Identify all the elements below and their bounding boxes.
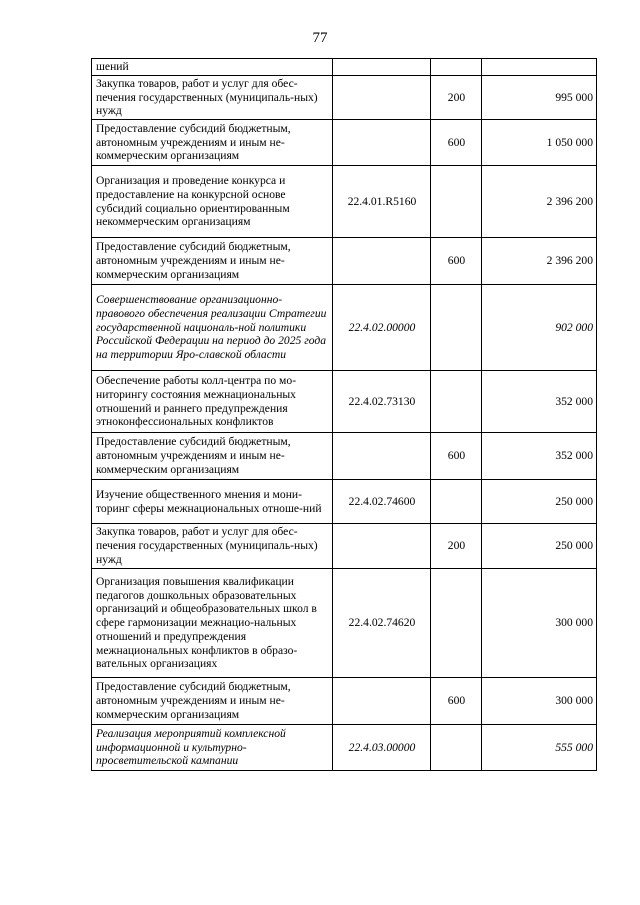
row-code-cell <box>333 524 431 569</box>
row-amount-cell: 902 000 <box>482 285 597 371</box>
row-amount-cell: 2 396 200 <box>482 238 597 285</box>
row-name-cell: Закупка товаров, работ и услуг для обес-печения государственных (муниципаль-ных) нужд <box>92 76 333 120</box>
row-amount-cell: 2 396 200 <box>482 166 597 238</box>
row-expense-type-cell <box>431 371 482 433</box>
row-expense-type-cell: 600 <box>431 678 482 725</box>
row-name-cell: шений <box>92 59 333 76</box>
table-row <box>92 371 597 433</box>
row-name-cell: Обеспечение работы колл-центра по мо-ниторингу состояния межнациональных отношений и раннего предупреждения этноконфессиональных конфликтов <box>92 371 333 433</box>
table-row <box>92 433 597 480</box>
row-code-cell <box>333 76 431 120</box>
table-row <box>92 678 597 725</box>
row-expense-type-cell: 200 <box>431 76 482 120</box>
row-amount-cell: 250 000 <box>482 524 597 569</box>
row-expense-type-cell: 600 <box>431 433 482 480</box>
row-amount-cell: 995 000 <box>482 76 597 120</box>
row-name-cell: Совершенствование организационно-правового обеспечения реализации Стратегии государственной националь-ной политики Российской Федерации на период до 2025 года на территории Яро-славской области <box>92 285 333 371</box>
row-code-cell: 22.4.02.00000 <box>333 285 431 371</box>
row-name-cell: Предоставление субсидий бюджетным, автономным учреждениям и иным не-коммерческим организациям <box>92 120 333 166</box>
row-name-cell: Предоставление субсидий бюджетным, автономным учреждениям и иным не-коммерческим организациям <box>92 678 333 725</box>
row-code-cell: 22.4.02.74600 <box>333 480 431 524</box>
row-code-cell: 22.4.03.00000 <box>333 725 431 771</box>
budget-table <box>91 58 597 771</box>
row-amount-cell <box>482 59 597 76</box>
row-name-cell: Изучение общественного мнения и мони-торинг сферы межнациональных отноше-ний <box>92 480 333 524</box>
row-expense-type-cell <box>431 166 482 238</box>
table-row <box>92 76 597 120</box>
table-row <box>92 166 597 238</box>
row-code-cell: 22.4.02.74620 <box>333 569 431 678</box>
row-expense-type-cell <box>431 569 482 678</box>
row-code-cell: 22.4.01.R5160 <box>333 166 431 238</box>
row-amount-cell: 352 000 <box>482 371 597 433</box>
row-code-cell <box>333 120 431 166</box>
row-amount-cell: 300 000 <box>482 569 597 678</box>
row-name-cell: Предоставление субсидий бюджетным, автономным учреждениям и иным не-коммерческим организациям <box>92 433 333 480</box>
table-row <box>92 569 597 678</box>
row-expense-type-cell: 200 <box>431 524 482 569</box>
table-row <box>92 59 597 76</box>
row-name-cell: Предоставление субсидий бюджетным, автономным учреждениям и иным не-коммерческим организациям <box>92 238 333 285</box>
budget-table-body <box>92 59 597 771</box>
table-row <box>92 480 597 524</box>
row-name-cell: Реализация мероприятий комплексной информационной и культурно-просветительской кампании <box>92 725 333 771</box>
row-amount-cell: 250 000 <box>482 480 597 524</box>
row-expense-type-cell <box>431 725 482 771</box>
row-code-cell: 22.4.02.73130 <box>333 371 431 433</box>
row-expense-type-cell <box>431 285 482 371</box>
row-code-cell <box>333 433 431 480</box>
row-name-cell: Организация повышения квалификации педагогов дошкольных образовательных организаций и общеобразовательных школ в сфере гармонизации межнацио-нальных отношений и предупреждения межнациональных конфликтов в образо-вательных организациях <box>92 569 333 678</box>
row-expense-type-cell <box>431 59 482 76</box>
table-row <box>92 238 597 285</box>
row-amount-cell: 1 050 000 <box>482 120 597 166</box>
table-row <box>92 285 597 371</box>
table-row <box>92 120 597 166</box>
row-amount-cell: 555 000 <box>482 725 597 771</box>
row-code-cell <box>333 238 431 285</box>
row-amount-cell: 300 000 <box>482 678 597 725</box>
row-name-cell: Закупка товаров, работ и услуг для обес-печения государственных (муниципаль-ных) нужд <box>92 524 333 569</box>
row-amount-cell: 352 000 <box>482 433 597 480</box>
row-name-cell: Организация и проведение конкурса и предоставление на конкурсной основе субсидий социально ориентированным некоммерческим организациям <box>92 166 333 238</box>
row-code-cell <box>333 678 431 725</box>
table-row <box>92 524 597 569</box>
table-row <box>92 725 597 771</box>
page-number: 77 <box>312 30 328 46</box>
row-expense-type-cell: 600 <box>431 120 482 166</box>
row-expense-type-cell <box>431 480 482 524</box>
row-expense-type-cell: 600 <box>431 238 482 285</box>
row-code-cell <box>333 59 431 76</box>
